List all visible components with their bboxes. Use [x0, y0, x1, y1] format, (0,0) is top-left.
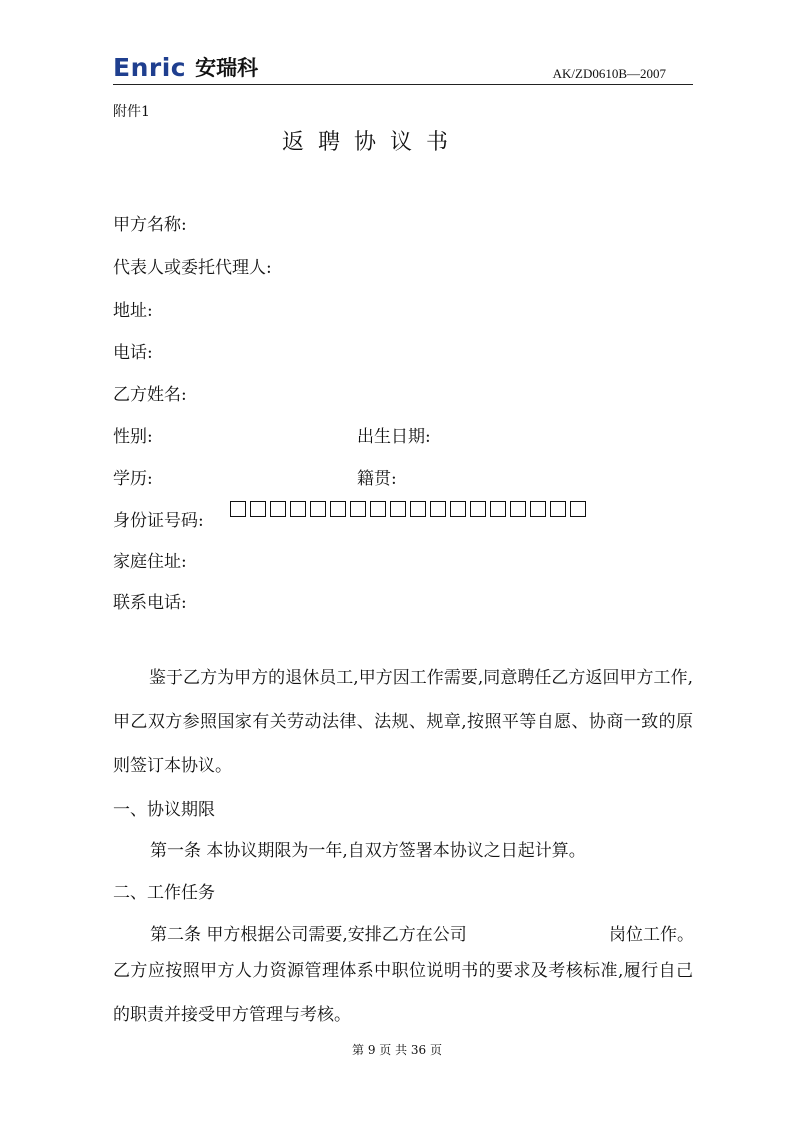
- id-digit-box[interactable]: [370, 501, 386, 517]
- id-digit-box[interactable]: [550, 501, 566, 517]
- id-digit-box[interactable]: [450, 501, 466, 517]
- id-digit-box[interactable]: [350, 501, 366, 517]
- id-digit-box[interactable]: [430, 501, 446, 517]
- header-divider: [113, 84, 693, 85]
- logo-chinese: 安瑞科: [195, 56, 259, 80]
- id-digit-box[interactable]: [470, 501, 486, 517]
- id-digit-box[interactable]: [390, 501, 406, 517]
- field-party-b-name: 乙方姓名:: [113, 385, 187, 405]
- article-2-part-1: 第二条 甲方根据公司需要,安排乙方在公司: [150, 925, 467, 945]
- document-number: AK/ZD0610B—2007: [552, 66, 666, 81]
- field-party-a-name: 甲方名称:: [113, 215, 187, 235]
- field-contact-phone: 联系电话:: [113, 593, 187, 613]
- id-digit-box[interactable]: [290, 501, 306, 517]
- article-1: 第一条 本协议期限为一年,自双方签署本协议之日起计算。: [150, 841, 586, 861]
- id-digit-box[interactable]: [330, 501, 346, 517]
- id-digit-box[interactable]: [250, 501, 266, 517]
- field-address: 地址:: [113, 301, 153, 321]
- id-digit-box[interactable]: [570, 501, 586, 517]
- field-education: 学历:: [113, 469, 153, 489]
- article-2-part-2: 岗位工作。: [609, 925, 694, 945]
- field-representative: 代表人或委托代理人:: [113, 258, 272, 278]
- id-digit-box[interactable]: [230, 501, 246, 517]
- id-digit-box[interactable]: [270, 501, 286, 517]
- article-2-continuation: 乙方应按照甲方人力资源管理体系中职位说明书的要求及考核标准,履行自己的职责并接受甲方管理与考核。: [113, 961, 693, 1025]
- id-digit-box[interactable]: [490, 501, 506, 517]
- page-footer: 第 9 页 共 36 页: [352, 1043, 442, 1057]
- field-birth-date: 出生日期:: [357, 427, 431, 447]
- section-2-heading: 二、工作任务: [113, 883, 215, 903]
- intro-paragraph: 鉴于乙方为甲方的退休员工,甲方因工作需要,同意聘任乙方返回甲方工作,甲乙双方参照国家有关劳动法律、法规、规章,按照平等自愿、协商一致的原则签订本协议。: [113, 668, 693, 776]
- field-native-place: 籍贯:: [357, 469, 397, 489]
- field-gender: 性别:: [113, 427, 153, 447]
- section-1-heading: 一、协议期限: [113, 800, 215, 820]
- field-id-number: 身份证号码:: [113, 511, 204, 531]
- id-number-boxes: [230, 501, 586, 517]
- id-digit-box[interactable]: [530, 501, 546, 517]
- annex-label: 附件1: [113, 104, 150, 120]
- document-title: 返聘协议书: [282, 130, 463, 155]
- company-logo: [113, 54, 258, 82]
- field-home-address: 家庭住址:: [113, 552, 187, 572]
- logo-english: Enric: [113, 53, 187, 82]
- field-phone: 电话:: [113, 343, 153, 363]
- id-digit-box[interactable]: [310, 501, 326, 517]
- id-digit-box[interactable]: [510, 501, 526, 517]
- id-digit-box[interactable]: [410, 501, 426, 517]
